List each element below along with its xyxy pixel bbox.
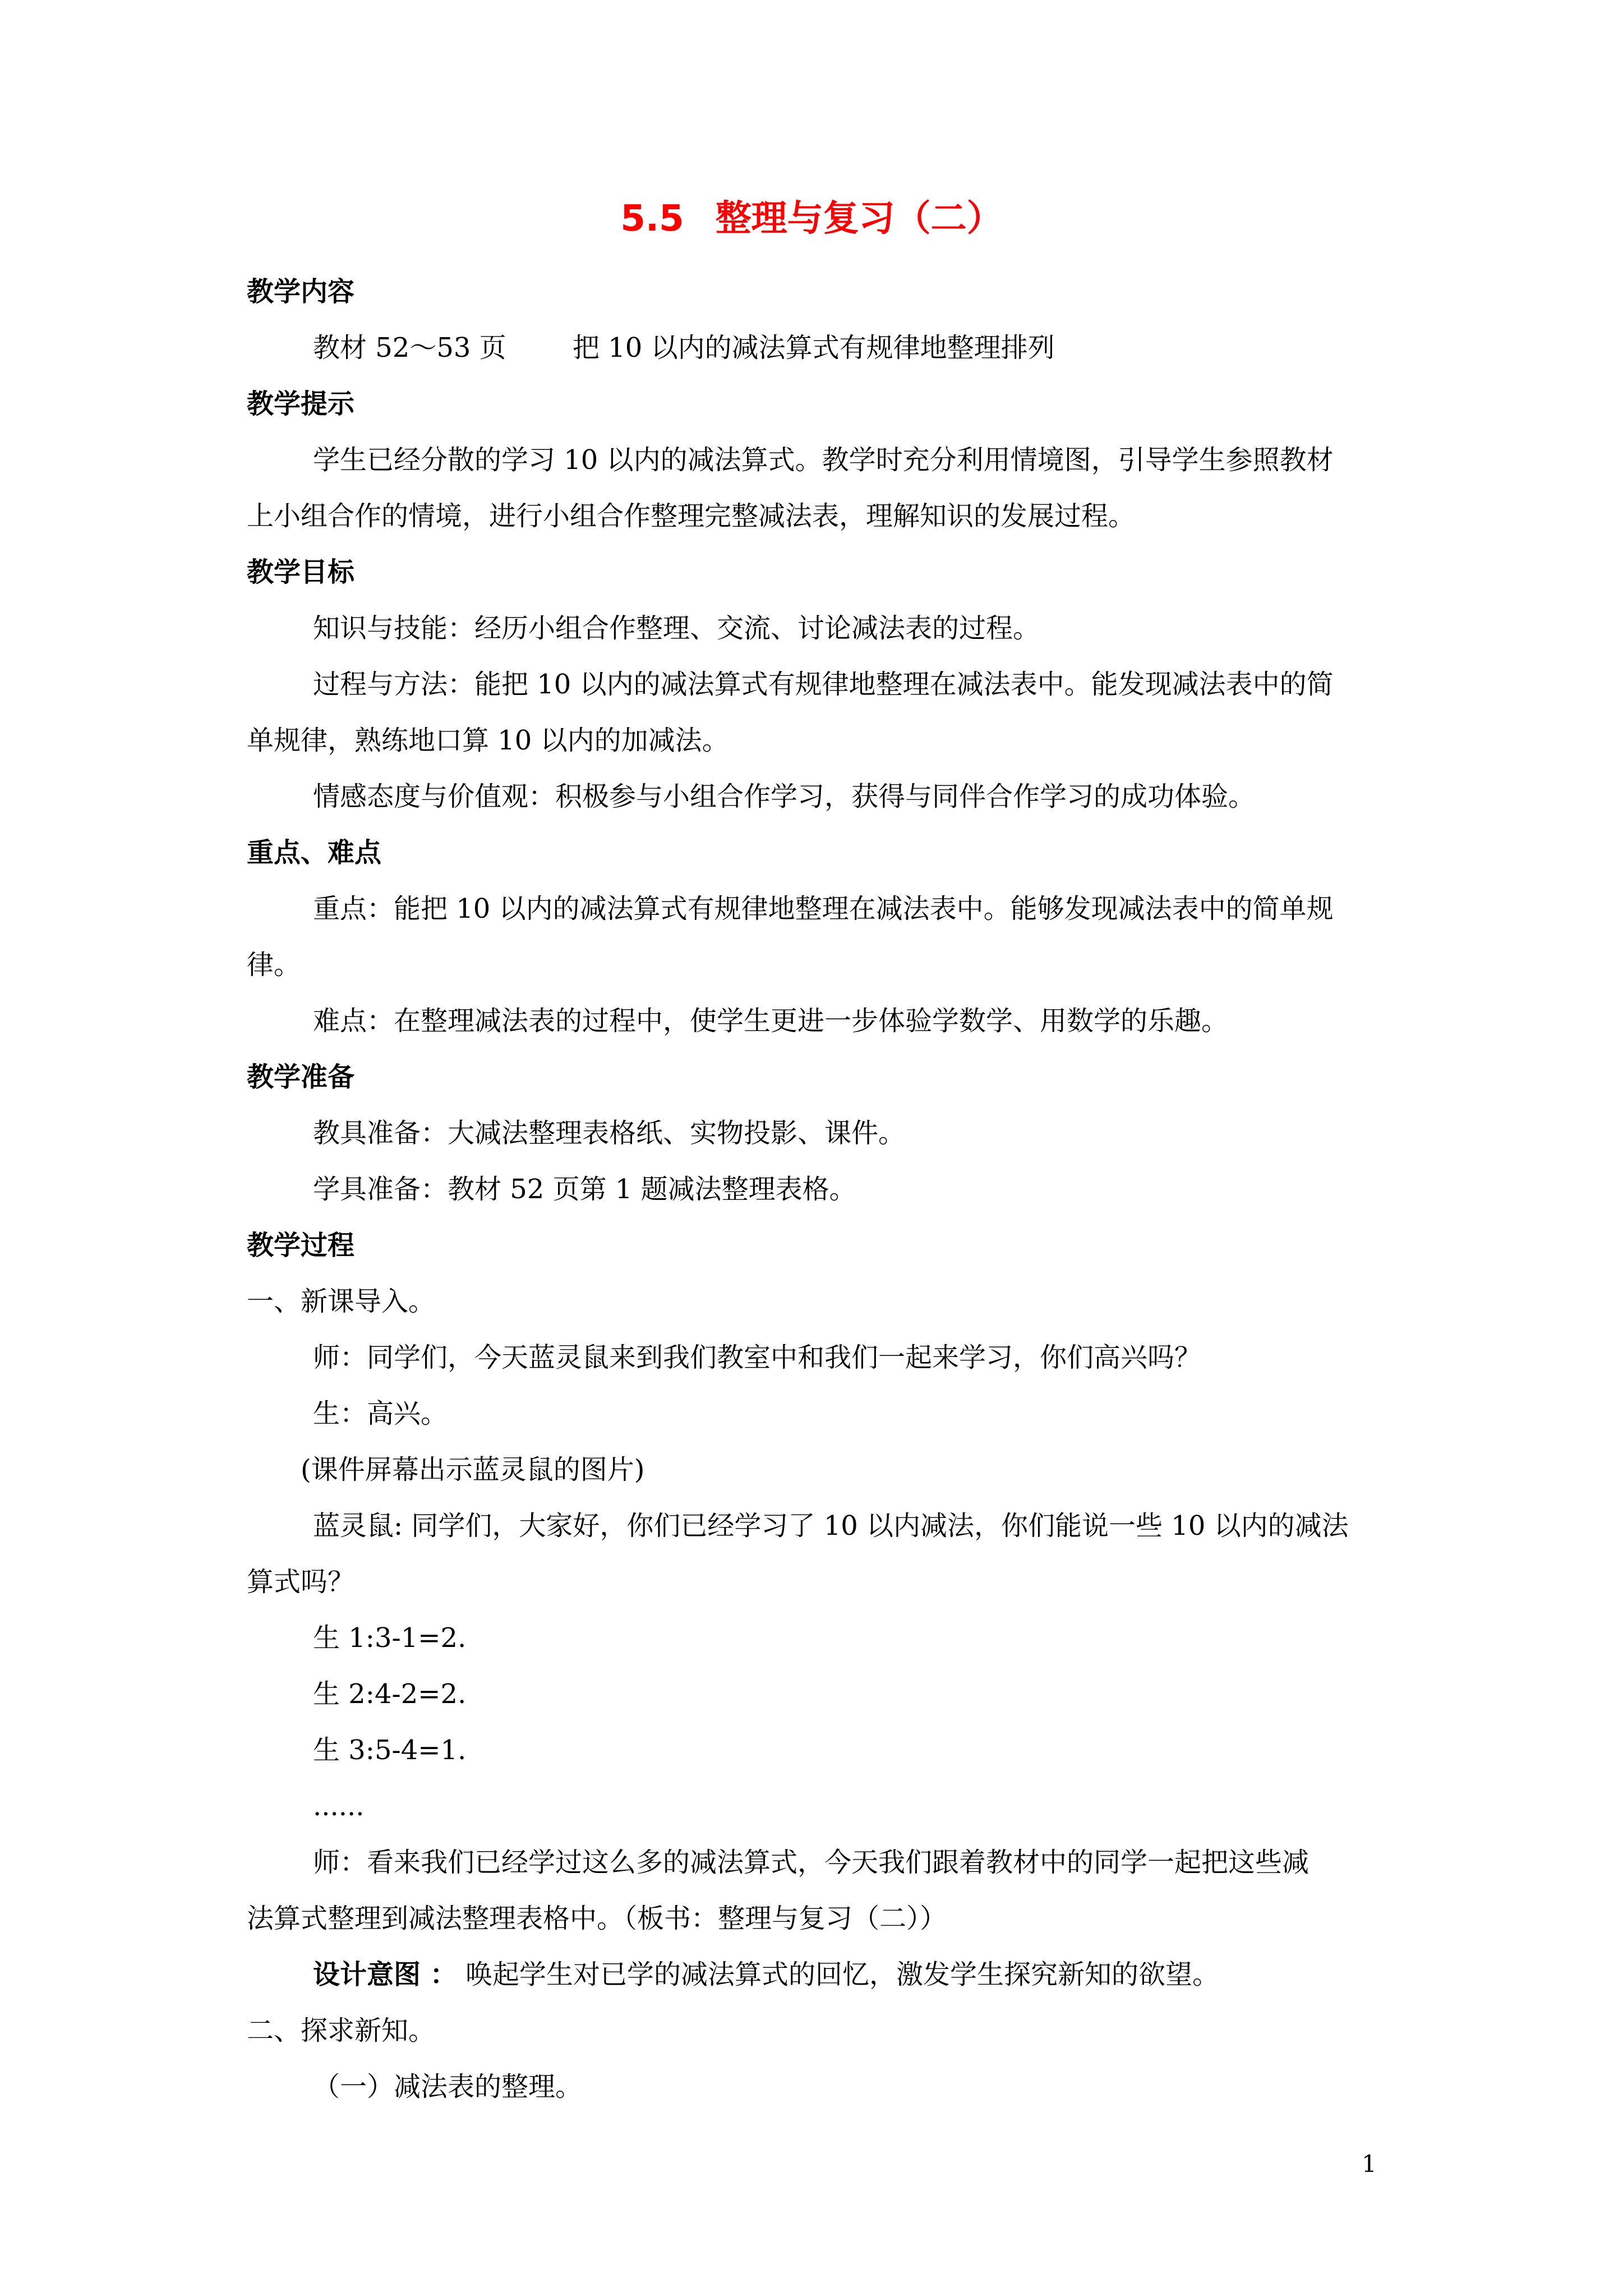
goal-3: 情感态度与价值观：积极参与小组合作学习，获得与同伴合作学习的成功体验。 [313,781,1256,812]
heading-process: 教学过程 [247,1230,355,1261]
answer-3: 生 3:5-4=1. [313,1734,467,1766]
page-title [0,194,1623,244]
heading-hint: 教学提示 [247,388,355,420]
teacher-1: 师：同学们，今天蓝灵鼠来到我们教室中和我们一起来学习，你们高兴吗？ [313,1342,1202,1373]
title-number: 5.5 [620,198,684,240]
key-1b: 律。 [247,949,301,981]
mouse-line-a: 蓝灵鼠: 同学们，大家好，你们已经学习了 10 以内减法，你们能说一些 10 以内的减法 [313,1510,1349,1542]
heading-key-points: 重点、难点 [247,837,382,868]
part-2: 二、探求新知。 [247,2015,436,2046]
prep-1: 教具准备：大减法整理表格纸、实物投影、课件。 [313,1117,906,1149]
heading-preparation: 教学准备 [247,1061,355,1093]
design-intent-label: 设计意图 ： [313,1959,457,1990]
hint-line-2: 上小组合作的情境，进行小组合作整理完整减法表，理解知识的发展过程。 [247,500,1136,532]
heading-content: 教学内容 [247,276,355,307]
teacher-2b: 法算式整理到减法整理表格中。（板书：整理与复习（二）） [247,1903,947,1934]
goal-1: 知识与技能：经历小组合作整理、交流、讨论减法表的过程。 [313,613,1040,644]
content-line [313,328,1055,367]
key-1a: 重点：能把 10 以内的减法算式有规律地整理在减法表中。能够发现减法表中的简单规 [313,893,1334,924]
design-intent [313,1955,1219,1994]
mouse-line-b: 算式吗？ [247,1566,355,1598]
heading-goals: 教学目标 [247,556,355,588]
teacher-2a: 师：看来我们已经学过这么多的减法算式，今天我们跟着教材中的同学一起把这些减 [313,1847,1310,1878]
student-1: 生：高兴。 [313,1398,448,1429]
content-topic: 把 10 以内的减法算式有规律地整理排列 [573,332,1055,364]
hint-line-1: 学生已经分散的学习 10 以内的减法算式。教学时充分利用情境图，引导学生参照教材 [313,444,1334,476]
goal-2a: 过程与方法：能把 10 以内的减法算式有规律地整理在减法表中。能发现减法表中的简 [313,669,1334,700]
subsection-1: （一）减法表的整理。 [313,2071,583,2102]
prep-2: 学具准备：教材 52 页第 1 题减法整理表格。 [313,1174,856,1205]
part-1: 一、新课导入。 [247,1286,436,1317]
ellipsis: ...... [313,1791,365,1822]
design-intent-text: 唤起学生对已学的减法算式的回忆，激发学生探究新知的欲望。 [465,1959,1219,1990]
key-2: 难点：在整理减法表的过程中，使学生更进一步体验学数学、用数学的乐趣。 [313,1005,1229,1037]
page-number: 1 [1362,2150,1377,2178]
content-pages: 教材 52～53 页 [313,332,506,364]
goal-2b: 单规律，熟练地口算 10 以内的加减法。 [247,725,729,756]
title-text: 整理与复习（二） [715,198,1003,240]
answer-2: 生 2:4-2=2. [313,1678,467,1710]
courseware-note: (课件屏幕出示蓝灵鼠的图片) [301,1454,645,1485]
answer-1: 生 1:3-1=2. [313,1622,467,1654]
